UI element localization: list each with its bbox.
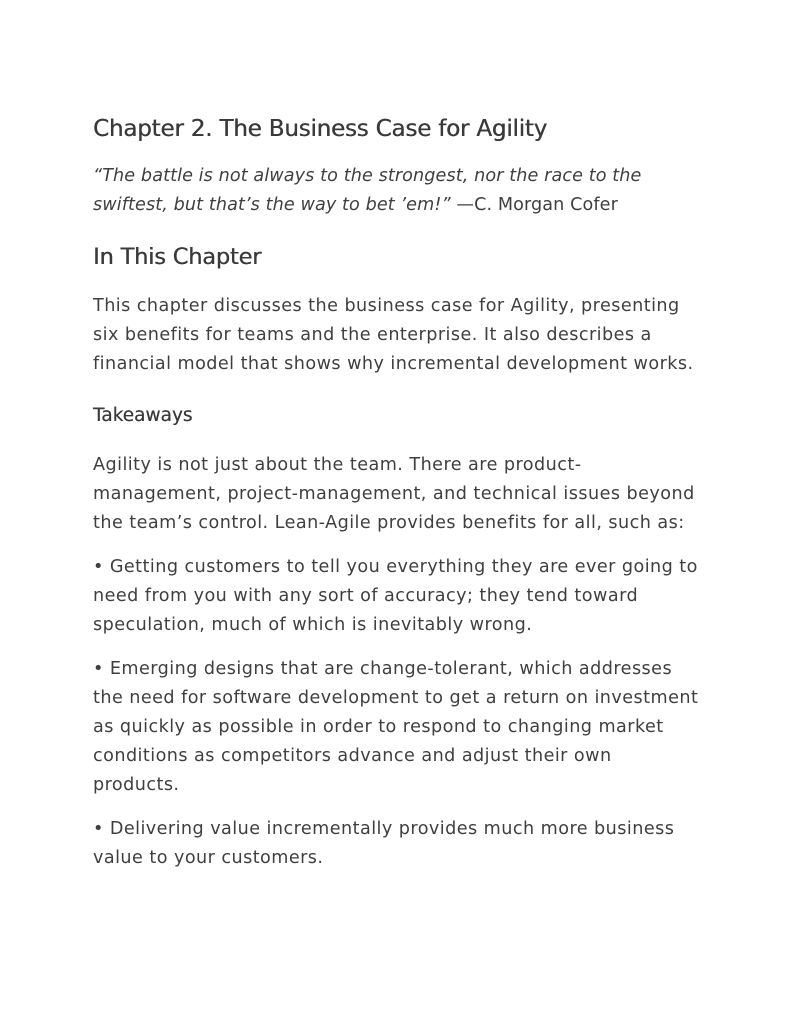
list-item-text: Delivering value incrementally provides much more business value to your customers. <box>93 819 675 868</box>
epigraph-quote: “The battle is not always to the strongest, nor the race to the swiftest, but that’s the way to bet ’em!” <box>93 166 642 215</box>
list-item <box>93 553 703 640</box>
takeaways-text: Agility is not just about the team. There are product-management, project-management, and technical issues beyond the team’s control. Lean-Agile provides benefits for all, such as: <box>93 455 695 533</box>
takeaways-list <box>93 553 703 873</box>
section-intro: This chapter discusses the business case for Agility, presenting six benefits for teams and the enterprise. It also describes a financial model that shows why incremental development works. <box>93 296 694 374</box>
bullet-icon: • <box>93 659 104 679</box>
takeaways-heading: Takeaways <box>93 405 193 426</box>
bullet-icon: • <box>93 557 104 577</box>
list-item <box>93 815 703 873</box>
list-item-text: Emerging designs that are change-tolerant, which addresses the need for software development to get a return on investment as quickly as possible in order to respond to changing market conditions as competitors advance and adjust their own products. <box>93 659 699 795</box>
bullet-icon: • <box>93 819 104 839</box>
list-item <box>93 655 703 800</box>
epigraph <box>93 162 703 220</box>
epigraph-attribution: —C. Morgan Cofer <box>456 195 618 215</box>
chapter-title: Chapter 2. The Business Case for Agility <box>93 116 548 142</box>
document-page <box>93 112 703 873</box>
list-item-text: Getting customers to tell you everything they are ever going to need from you with any sort of accuracy; they tend toward speculation, much of which is inevitably wrong. <box>93 557 698 635</box>
section-title: In This Chapter <box>93 244 262 270</box>
